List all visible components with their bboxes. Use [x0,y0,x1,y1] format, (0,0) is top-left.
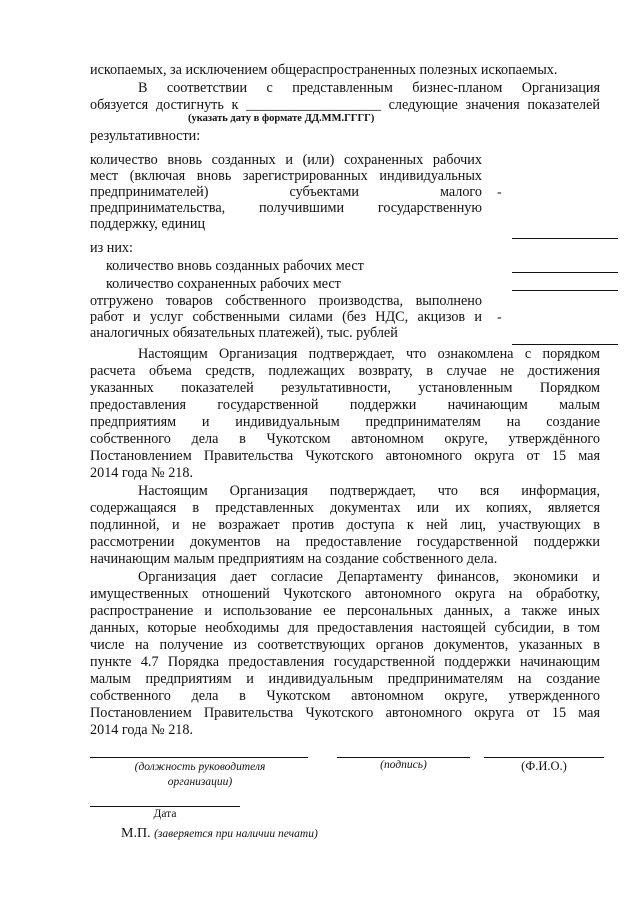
stamp-block [121,826,318,842]
indicator-jobs-line: поддержку, единиц [90,216,206,232]
paragraph1-line: предприятиям и индивидуальным предпринимателям на создание [90,414,600,430]
position-label-cont: организации) [167,776,233,788]
indicator-jobs-dash: - [497,185,502,200]
paragraph3-line: 2014 года № 218. [90,722,194,738]
indicator-goods-line: отгружено товаров собственного производства, выполнено [90,293,482,309]
commitment-line-3: результативности: [90,128,201,144]
paragraph2-line: начинающим малым предприятиям на создание собственного дела. [90,551,498,567]
commitment-line-1: В соответствии с представленным бизнес-планом Организация [138,80,600,96]
indicator-goods-line: аналогичных обязательных платежей), тыс. рублей [90,325,398,341]
intro-line: ископаемых, за исключением общераспространенных полезных ископаемых. [90,62,558,78]
paragraph3-line: малым предприятиям и индивидуальным предпринимателям на создание [90,671,600,687]
paragraph3-line: данных, которые необходимы для предоставления настоящей субсидии, в том [90,620,600,636]
position-line [90,757,308,758]
date-line [90,806,240,807]
paragraph3-line: распространение и использование ее персональных данных, а также иных [90,603,600,619]
paragraph3-line: имущественных отношений Чукотского автономного округа на обработку, [90,586,600,602]
date-format-hint: (указать дату в формате ДД.ММ.ГГГГ) [188,113,375,124]
signature-line [337,757,470,758]
indicator-goods [90,293,482,341]
stamp-note: (заверяется при наличии печати) [154,828,318,840]
paragraph1-line: Постановлением Правительства Чукотского автономного округа от 15 мая [90,448,600,464]
jobs-value-line [512,238,618,239]
paragraph3-line: собственного дела в Чукотском автономном округе, утвержденного [90,688,600,704]
kept-jobs-value-line [512,290,618,291]
indicator-kept-jobs: количество сохраненных рабочих мест [106,276,341,292]
name-label: (Ф.И.О.) [521,759,567,773]
paragraph2-line: Настоящим Организация подтверждает, что вся информация, [138,483,600,499]
indicator-jobs-line: мест (включая вновь зарегистрированных индивидуальных [90,168,482,184]
indicator-jobs-line: предпринимателей) субъектами малого [90,184,482,200]
signature-label: (подпись) [380,759,427,771]
date-label: Дата [153,808,177,820]
paragraph1-line: расчета объема средств, подлежащих возврату, в случае не достижения [90,363,600,379]
indicator-goods-dash: - [497,310,502,325]
paragraph1-line: Настоящим Организация подтверждает, что ознакомлена с порядком [138,346,600,362]
indicator-goods-line: работ и услуг собственными силами (без НДС, акцизов и [90,309,482,325]
indicator-jobs-line: предпринимательства, получившими государственную [90,200,482,216]
paragraph1-line: предоставления государственной поддержки начинающим малым [90,397,600,413]
position-label: (должность руководителя [134,761,266,773]
paragraph3-line: Постановлением Правительства Чукотского автономного округа от 15 мая [90,705,600,721]
stamp-abbr: М.П. [121,826,151,841]
new-jobs-value-line [512,272,618,273]
paragraph2-line: подлинной, и не возражает против доступа к ней лиц, участвующих в [90,517,600,533]
commitment-line-2: обязуется достигнуть к ___________________ следующие значения показателей [90,97,600,113]
name-line [484,757,604,758]
paragraph3-line: Организация дает согласие Департаменту финансов, экономики и [138,569,600,585]
paragraph1-line: указанных показателей результативности, установленным Порядком [90,380,600,396]
indicator-new-jobs: количество вновь созданных рабочих мест [106,258,364,274]
indicator-jobs-line: количество вновь созданных и (или) сохраненных рабочих [90,152,482,168]
paragraph2-line: рассмотрении документов на предоставление государственной поддержки [90,534,600,550]
paragraph3-line: числе на получение из соответствующих органов документов, указанных в [90,637,600,653]
of-them-label: из них: [90,240,133,256]
paragraph2-line: содержащаяся в представленных документах или их копиях, является [90,500,600,516]
paragraph1-line: собственного дела в Чукотском автономном округе, утверждённого [90,431,600,447]
goods-value-line [512,344,618,345]
paragraph1-line: 2014 года № 218. [90,465,194,481]
indicator-jobs [90,152,482,232]
paragraph3-line: пункте 4.7 Порядка предоставления государственной поддержки начинающим [90,654,600,670]
